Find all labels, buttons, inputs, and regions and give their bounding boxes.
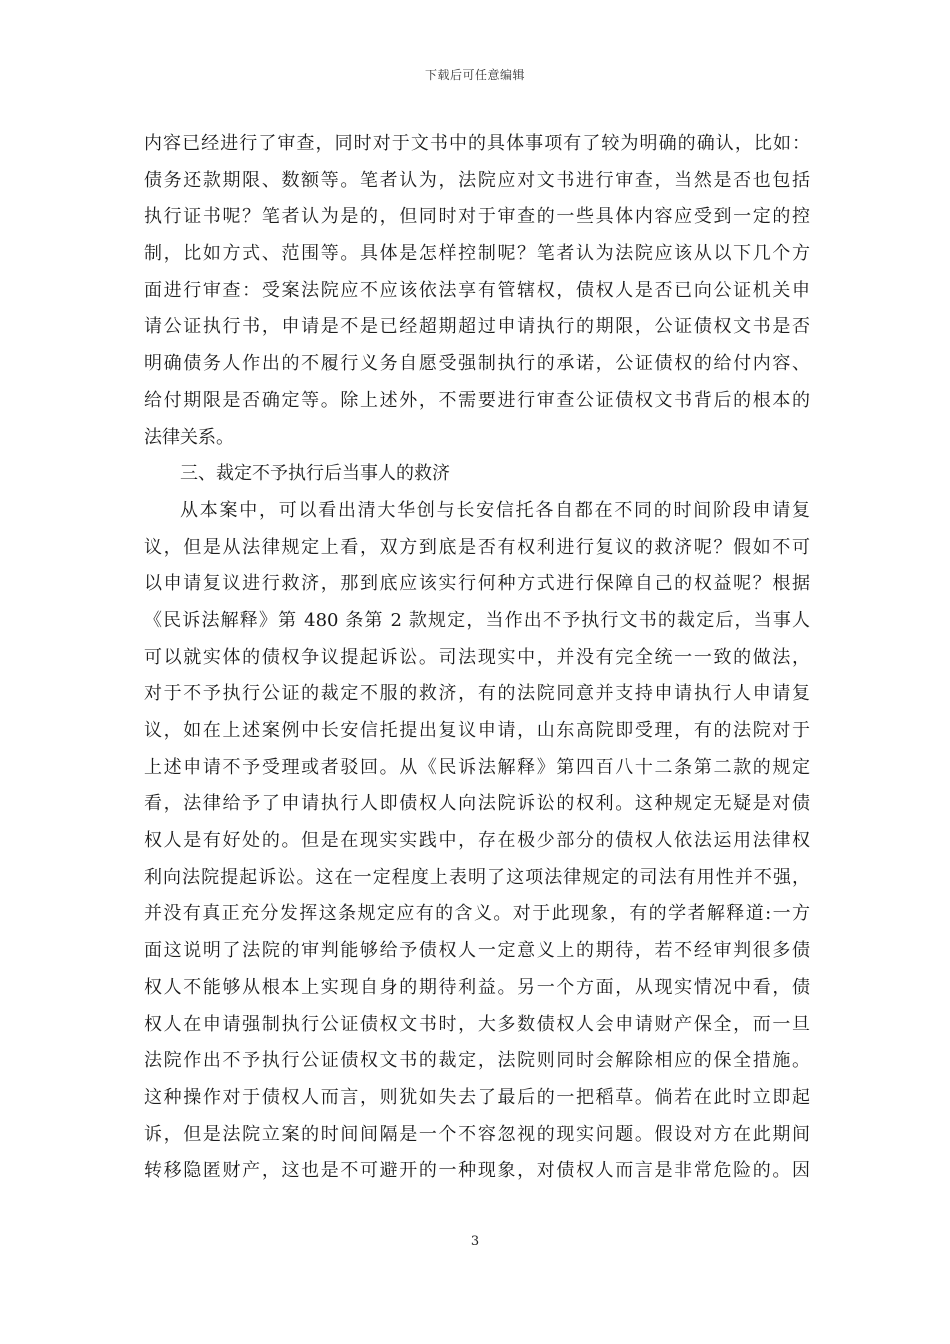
text-line: 诉，但是法院立案的时间间隔是一个不容忽视的现实问题。假设对方在此期间 — [144, 1123, 810, 1145]
text-line: 并没有真正充分发挥这条规定应有的含义。对于此现象，有的学者解释道:一方 — [144, 903, 810, 925]
text-line: 内容已经进行了审查，同时对于文书中的具体事项有了较为明确的确认，比如： — [144, 133, 810, 154]
text-line: 制，比如方式、范围等。具体是怎样控制呢？笔者认为法院应该从以下几个方 — [144, 243, 810, 265]
text-line: 权人在申请强制执行公证债权文书时，大多数债权人会申请财产保全，而一旦 — [144, 1013, 810, 1035]
text-line: 从本案中，可以看出清大华创与长安信托各自都在不同的时间阶段申请复 — [180, 499, 810, 521]
text-line: 执行证书呢？笔者认为是的，但同时对于审查的一些具体内容应受到一定的控 — [144, 206, 810, 228]
section-heading: 三、裁定不予执行后当事人的救济 — [180, 463, 450, 485]
text-line: 上述申请不予受理或者驳回。从《民诉法解释》第四百八十二条第二款的规定 — [144, 756, 810, 778]
text-line: 对于不予执行公证的裁定不服的救济，有的法院同意并支持申请执行人申请复 — [144, 683, 810, 705]
text-line: 明确债务人作出的不履行义务自愿受强制执行的承诺，公证债权的给付内容、 — [144, 353, 810, 375]
text-line: 议，如在上述案例中长安信托提出复议申请，山东高院即受理，有的法院对于 — [144, 720, 810, 741]
text-line: 这种操作对于债权人而言，则犹如失去了最后的一把稻草。倘若在此时立即起 — [144, 1086, 810, 1108]
text-line: 《民诉法解释》第 480 条第 2 款规定，当作出不予执行文书的裁定后，当事人 — [144, 609, 810, 631]
text-line: 以申请复议进行救济，那到底应该实行何种方式进行保障自己的权益呢？根据 — [144, 573, 810, 595]
text-line: 请公证执行书，申请是不是已经超期超过申请执行的期限，公证债权文书是否 — [144, 316, 810, 338]
text-line: 利向法院提起诉讼。这在一定程度上表明了这项法律规定的司法有用性并不强， — [144, 866, 810, 888]
text-line: 面这说明了法院的审判能够给予债权人一定意义上的期待，若不经审判很多债 — [144, 940, 810, 962]
text-line: 权人不能够从根本上实现自身的期待利益。另一个方面，从现实情况中看，债 — [144, 976, 810, 998]
text-line: 面进行审查：受案法院应不应该依法享有管辖权，债权人是否已向公证机关申 — [144, 279, 810, 301]
document-body — [144, 126, 810, 1190]
text-line: 法律关系。 — [144, 426, 234, 448]
page-number: 3 — [470, 1234, 480, 1249]
text-line: 法院作出不予执行公证债权文书的裁定，法院则同时会解除相应的保全措施。 — [144, 1050, 810, 1072]
text-line: 可以就实体的债权争议提起诉讼。司法现实中，并没有完全统一一致的做法， — [144, 646, 810, 668]
text-line: 债务还款期限、数额等。笔者认为，法院应对文书进行审查，当然是否也包括 — [144, 169, 810, 191]
text-line: 议，但是从法律规定上看，双方到底是否有权利进行复议的救济呢？假如不可 — [144, 536, 810, 558]
text-line: 权人是有好处的。但是在现实实践中，存在极少部分的债权人依法运用法律权 — [144, 830, 810, 852]
text-line: 转移隐匿财产，这也是不可避开的一种现象，对债权人而言是非常危险的。因 — [144, 1160, 810, 1182]
text-line: 给付期限是否确定等。除上述外，不需要进行审查公证债权文书背后的根本的 — [144, 389, 810, 411]
page-header: 下载后可任意编辑 — [424, 68, 525, 82]
text-line: 看，法律给予了申请执行人即债权人向法院诉讼的权利。这种规定无疑是对债 — [144, 793, 810, 815]
